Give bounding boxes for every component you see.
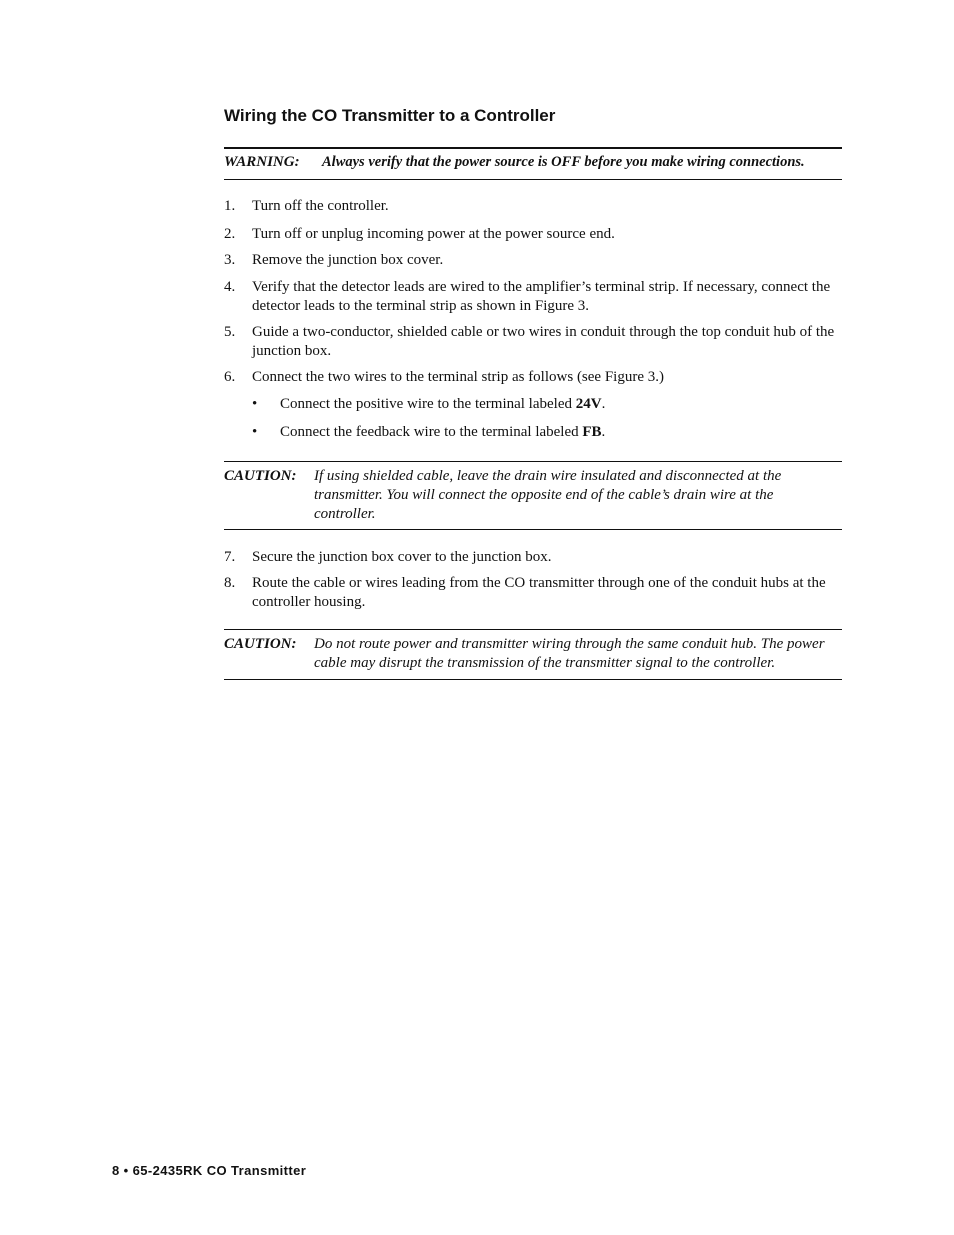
caution-note-1 [224, 467, 842, 524]
list-item [224, 368, 844, 387]
caution2-top-rule [224, 629, 842, 630]
list-item-number: 1. [224, 198, 236, 214]
bullet-text [280, 423, 605, 442]
list-item-text: Verify that the detector leads are wired to the amplifier’s terminal strip. If necessary, connect the detector leads to the terminal strip as shown in Figure 3. [252, 279, 831, 314]
warning-text: Always verify that the power source is OFF before you make wiring connections. [322, 154, 805, 170]
bullet-text-plain: Connect the positive wire to the terminal labeled [280, 396, 576, 412]
list-item [224, 548, 844, 567]
caution2-bottom-rule [224, 679, 842, 680]
list-item-number: 7. [224, 549, 236, 565]
warning-label: WARNING: [224, 154, 300, 170]
list-item-number: 4. [224, 279, 236, 295]
bullet-dot: • [252, 396, 258, 412]
bullet-text-end: . [601, 424, 606, 440]
caution-label: CAUTION: [224, 636, 297, 652]
bullet-text-bold: FB [582, 424, 602, 440]
caution1-top-rule [224, 461, 842, 462]
caution-text: Do not route power and transmitter wiring through the same conduit hub. The power cable may disrupt the transmission of the transmitter signal to the controller. [314, 636, 825, 671]
list-item-text: Route the cable or wires leading from the CO transmitter through one of the conduit hubs at the controller housing. [252, 575, 826, 610]
list-item-text: Remove the junction box cover. [252, 252, 444, 268]
bullet-dot: • [252, 424, 258, 440]
list-item-number: 3. [224, 252, 236, 268]
list-item-number: 6. [224, 369, 236, 385]
caution-note-2 [224, 635, 842, 673]
caution-text: If using shielded cable, leave the drain wire insulated and disconnected at the transmitter. You will connect the opposite end of the cable’s drain wire at the controller. [314, 468, 782, 522]
list-item-number: 2. [224, 226, 236, 242]
list-item-text: Turn off or unplug incoming power at the power source end. [252, 226, 615, 242]
page-footer: 8 • 65-2435RK CO Transmitter [112, 1163, 307, 1178]
list-item [224, 278, 844, 316]
warning-top-rule [224, 147, 842, 149]
list-item-number: 8. [224, 575, 236, 591]
list-item [224, 197, 844, 216]
caution-label: CAUTION: [224, 468, 297, 484]
section-heading: Wiring the CO Transmitter to a Controller [224, 106, 556, 125]
list-item [224, 225, 844, 244]
list-item [224, 574, 844, 612]
caution1-bottom-rule [224, 529, 842, 530]
warning-note [224, 153, 842, 172]
bullet-item [252, 423, 842, 442]
warning-bottom-rule [224, 179, 842, 180]
list-item [224, 323, 844, 361]
bullet-text-bold: 24V [575, 396, 602, 412]
bullet-text-end: . [601, 396, 606, 412]
list-item-text: Connect the two wires to the terminal strip as follows (see Figure 3.) [252, 369, 664, 385]
bullet-text [280, 395, 605, 414]
list-item-number: 5. [224, 324, 236, 340]
list-item-text: Secure the junction box cover to the junction box. [252, 549, 552, 565]
list-item-text: Guide a two-conductor, shielded cable or two wires in conduit through the top conduit hub of the junction box. [252, 324, 835, 359]
bullet-text-plain: Connect the feedback wire to the terminal labeled [280, 424, 583, 440]
list-item [224, 251, 844, 270]
bullet-item [252, 395, 842, 414]
list-item-text: Turn off the controller. [252, 198, 389, 214]
